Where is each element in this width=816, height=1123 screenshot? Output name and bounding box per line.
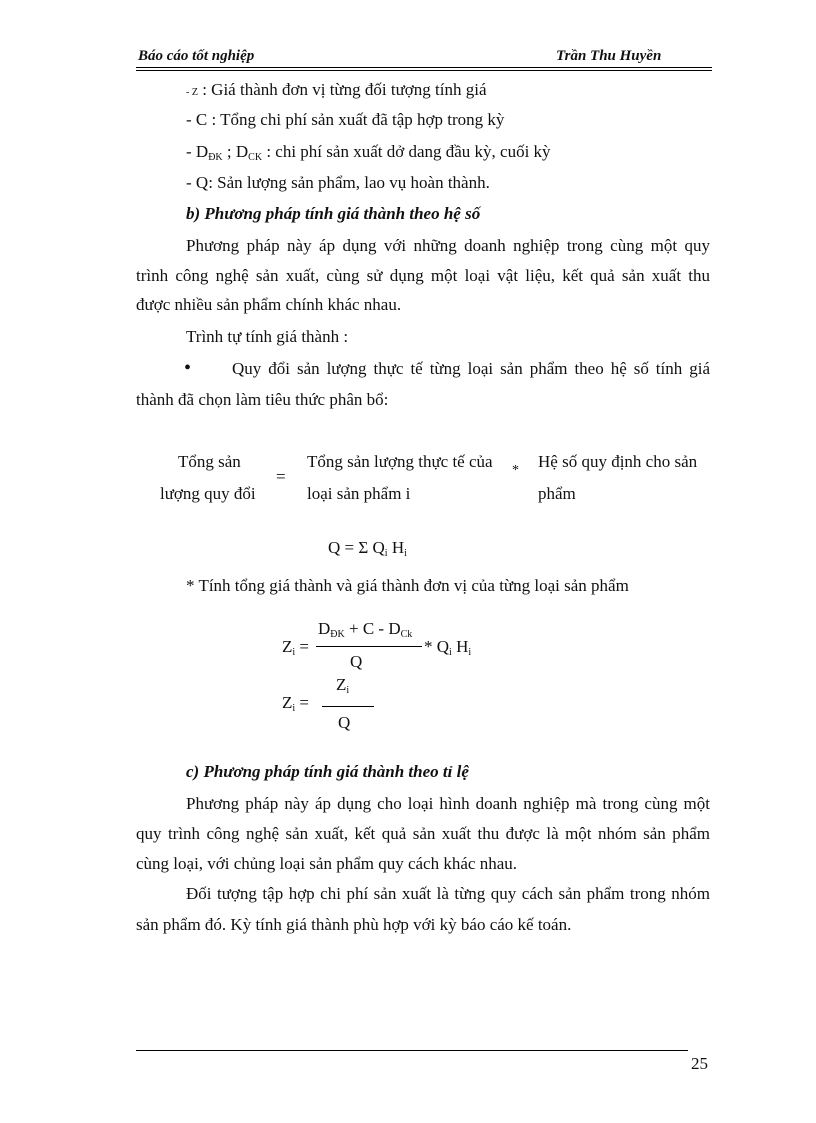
section-c-para1-line1: Phương pháp này áp dụng cho loại hình doanh nghiệp mà trong cùng một xyxy=(186,794,710,813)
section-c-para1-line2: quy trình công nghệ sản xuất, kết quả sản xuất thu được là một nhóm sản phẩm xyxy=(136,824,710,843)
section-b-para1-line2: trình công nghệ sản xuất, cùng sử dụng một loại vật liệu, kết quả sản xuất thu xyxy=(136,266,710,285)
formula-zi-numerator: $D_{ĐK} + C - D_{Ck}$ xyxy=(318,619,413,640)
def-q: - Q: Sản lượng sản phẩm, lao vụ hoàn thành. xyxy=(186,173,490,192)
formula-zi2-numerator: $Z_i$ xyxy=(336,675,350,696)
formula-zi2-lhs: $Z_i$ = xyxy=(282,693,310,714)
bullet-line1: Quy đổi sản lượng thực tế từng loại sản phẩm theo hệ số tính giá xyxy=(232,359,710,378)
def-z: - Z : Giá thành đơn vị từng đối tượng tính giá xyxy=(186,80,487,99)
formula-eq-sign: = xyxy=(276,467,286,486)
formula-col1-line2: lượng quy đổi xyxy=(160,484,256,503)
section-c-heading: c) Phương pháp tính giá thành theo tỉ lệ xyxy=(186,762,469,781)
section-b-heading: b) Phương pháp tính giá thành theo hệ số xyxy=(186,204,481,223)
formula-zi-denominator: Q xyxy=(350,652,363,671)
formula-q: Q = Σ $Q_i$ $H_i$ xyxy=(328,538,407,559)
formula-zi2-fraction-bar xyxy=(322,706,374,707)
formula-zi-lhs: $Z_i$ = xyxy=(282,637,310,658)
section-c-para2-line2: sản phẩm đó. Kỳ tính giá thành phù hợp với kỳ báo cáo kế toán. xyxy=(136,915,572,934)
formula-col3-line1: Hệ số quy định cho sản xyxy=(538,452,698,471)
formula-col2-line1: Tổng sản lượng thực tế của xyxy=(307,452,493,471)
def-c: - C : Tổng chi phí sản xuất đã tập hợp trong kỳ xyxy=(186,110,505,129)
header-left: Báo cáo tốt nghiệp xyxy=(138,48,255,64)
section-b-para1-line3: được nhiều sản phẩm chính khác nhau. xyxy=(136,295,402,314)
header-right: Trần Thu Huyền xyxy=(556,48,662,64)
header-rule xyxy=(136,67,712,68)
formula-col2-line2: loại sản phẩm i xyxy=(307,484,411,503)
formula-mul-sign: * xyxy=(512,463,519,478)
def-d: - $D_{ĐK}$ ; $D_{CK}$ : chi phí sản xuất dở dang đầu kỳ, cuối kỳ xyxy=(186,142,551,163)
page-number: 25 xyxy=(691,1054,708,1073)
formula-zi2-denominator: Q xyxy=(338,713,351,732)
formula-col3-line2: phẩm xyxy=(538,484,576,503)
formula-col1-line1: Tổng sản xyxy=(178,452,241,471)
section-b-para1-line1: Phương pháp này áp dụng với những doanh nghiệp trong cùng một quy xyxy=(186,236,710,255)
formula-zi-fraction-bar xyxy=(316,646,422,647)
section-c-para2-line1: Đối tượng tập hợp chi phí sản xuất là từng quy cách sản phẩm trong nhóm xyxy=(186,884,710,903)
footer-rule xyxy=(136,1050,688,1051)
order-title: Trình tự tính giá thành : xyxy=(186,327,349,346)
bullet-line2: thành đã chọn làm tiêu thức phân bổ: xyxy=(136,390,389,409)
header-rule-thin xyxy=(136,70,712,71)
formula-zi-rhs: * $Q_i$ $H_i$ xyxy=(424,637,472,658)
total-note: * Tính tổng giá thành và giá thành đơn vị của từng loại sản phẩm xyxy=(186,576,629,595)
bullet-icon: • xyxy=(184,357,192,379)
section-c-para1-line3: cùng loại, với chủng loại sản phẩm quy cách khác nhau. xyxy=(136,854,517,873)
